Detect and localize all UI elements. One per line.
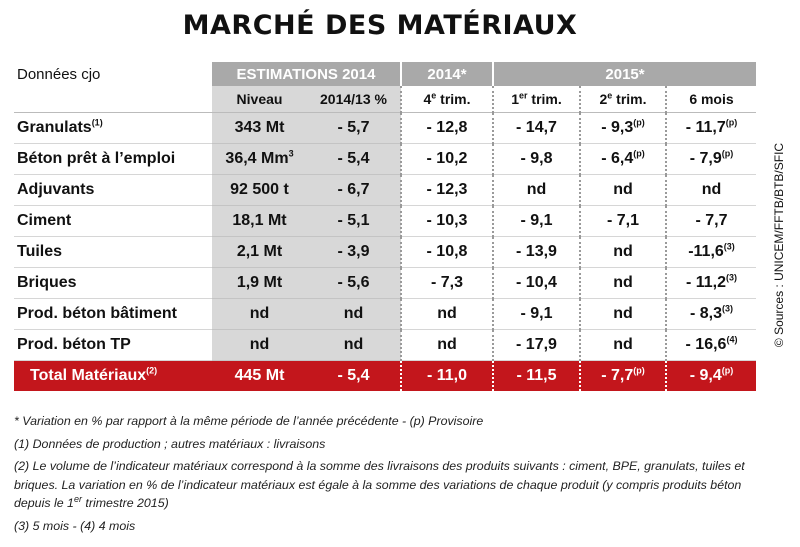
cell-niveau: nd (212, 330, 307, 361)
group-header-2015: 2015* (493, 62, 756, 86)
cell-var-2014-13: nd (307, 299, 401, 330)
row-label-header: Données cjo (17, 65, 101, 83)
cell-q2-2015: nd (580, 330, 666, 361)
row-label: Ciment (14, 206, 212, 237)
cell-q4-2014: - 10,2 (401, 144, 493, 175)
header-row-columns (14, 86, 756, 113)
footnote-2: (2) Le volume de l’indicateur matériaux correspond à la somme des livraisons des produits suivants : ciment, BPE, granulats, tuiles et briques. La variation en % de l’indicateur matériaux est égale à la somme des variations de chaque produit (y compris produits béton depuis le 1er trimestre 2015) (14, 459, 745, 510)
table-row (14, 113, 756, 144)
cell-var-2014-13: - 5,7 (307, 113, 401, 144)
total-label: Total Matériaux$^{(2)}$ (14, 361, 212, 392)
cell-niveau: 36,4 Mm$^3$ (212, 144, 307, 175)
cell-q1-2015: - 13,9 (493, 237, 580, 268)
table-body (14, 113, 756, 361)
total-q4: - 11,0 (401, 361, 493, 392)
total-6-mois: - 9,4$^{(p)}$ (666, 361, 756, 392)
col-header-q1: 1er trim. (493, 86, 580, 113)
cell-var-2014-13: - 5,4 (307, 144, 401, 175)
row-label: Granulats$^{(1)}$ (14, 113, 212, 144)
cell-q4-2014: - 10,8 (401, 237, 493, 268)
group-header-estimations: ESTIMATIONS 2014 (212, 62, 401, 86)
total-row (14, 361, 756, 392)
cell-q2-2015: - 9,3$^{(p)}$ (580, 113, 666, 144)
total-var: - 5,4 (307, 361, 401, 392)
cell-q2-2015: nd (580, 268, 666, 299)
footnote-3-4: (3) 5 mois - (4) 4 mois (14, 518, 136, 533)
footnote-1: (1) Données de production ; autres matériaux : livraisons (14, 436, 326, 451)
total-q2: - 7,7$^{(p)}$ (580, 361, 666, 392)
cell-q4-2014: nd (401, 330, 493, 361)
table-row (14, 268, 756, 299)
cell-niveau: 1,9 Mt (212, 268, 307, 299)
cell-niveau: 92 500 t (212, 175, 307, 206)
cell-6-mois-2015: - 16,6$^{(4)}$ (666, 330, 756, 361)
cell-6-mois-2015: -11,6$^{(3)}$ (666, 237, 756, 268)
col-header-q2: 2e trim. (580, 86, 666, 113)
table-row (14, 206, 756, 237)
cell-6-mois-2015: nd (666, 175, 756, 206)
row-label: Adjuvants (14, 175, 212, 206)
materials-table (14, 62, 756, 391)
cell-q1-2015: nd (493, 175, 580, 206)
source-credit: © Sources : UNICEM/FFTB/BTB/SFIC (772, 142, 786, 348)
table-row (14, 330, 756, 361)
cell-var-2014-13: - 6,7 (307, 175, 401, 206)
row-label: Briques (14, 268, 212, 299)
cell-q2-2015: nd (580, 175, 666, 206)
col-header-2014-13: 2014/13 % (307, 86, 401, 113)
col-header-6-mois: 6 mois (666, 86, 756, 113)
cell-niveau: 2,1 Mt (212, 237, 307, 268)
group-header-2014: 2014* (401, 62, 493, 86)
row-label: Tuiles (14, 237, 212, 268)
cell-niveau: nd (212, 299, 307, 330)
row-label: Prod. béton bâtiment (14, 299, 212, 330)
cell-var-2014-13: - 5,6 (307, 268, 401, 299)
blank-header-cell (14, 86, 212, 113)
cell-niveau: 18,1 Mt (212, 206, 307, 237)
cell-6-mois-2015: - 11,7$^{(p)}$ (666, 113, 756, 144)
cell-var-2014-13: - 5,1 (307, 206, 401, 237)
table-row (14, 299, 756, 330)
cell-q4-2014: - 7,3 (401, 268, 493, 299)
cell-q2-2015: - 6,4$^{(p)}$ (580, 144, 666, 175)
cell-q4-2014: nd (401, 299, 493, 330)
footnotes (14, 412, 776, 539)
footnote-star: * Variation en % par rapport à la même période de l’année précédente - (p) Provisoire (14, 414, 484, 428)
row-label: Béton prêt à l’emploi (14, 144, 212, 175)
table-row (14, 237, 756, 268)
cell-6-mois-2015: - 8,3$^{(3)}$ (666, 299, 756, 330)
cell-6-mois-2015: - 7,9$^{(p)}$ (666, 144, 756, 175)
cell-q2-2015: - 7,1 (580, 206, 666, 237)
col-header-niveau: Niveau (212, 86, 307, 113)
cell-niveau: 343 Mt (212, 113, 307, 144)
cell-q4-2014: - 10,3 (401, 206, 493, 237)
table-row (14, 175, 756, 206)
cell-q1-2015: - 9,8 (493, 144, 580, 175)
page-title: MARCHÉ DES MATÉRIAUX (182, 10, 578, 41)
cell-6-mois-2015: - 7,7 (666, 206, 756, 237)
cell-q4-2014: - 12,3 (401, 175, 493, 206)
cell-q1-2015: - 9,1 (493, 206, 580, 237)
cell-q2-2015: nd (580, 299, 666, 330)
cell-q1-2015: - 17,9 (493, 330, 580, 361)
cell-var-2014-13: - 3,9 (307, 237, 401, 268)
table-row (14, 144, 756, 175)
total-q1: - 11,5 (493, 361, 580, 392)
cell-q1-2015: - 14,7 (493, 113, 580, 144)
cell-q1-2015: - 9,1 (493, 299, 580, 330)
col-header-q4: 4e trim. (401, 86, 493, 113)
cell-q4-2014: - 12,8 (401, 113, 493, 144)
cell-6-mois-2015: - 11,2$^{(3)}$ (666, 268, 756, 299)
cell-q1-2015: - 10,4 (493, 268, 580, 299)
row-label: Prod. béton TP (14, 330, 212, 361)
cell-q2-2015: nd (580, 237, 666, 268)
header-row-groups (14, 62, 756, 86)
cell-var-2014-13: nd (307, 330, 401, 361)
total-niveau: 445 Mt (212, 361, 307, 392)
